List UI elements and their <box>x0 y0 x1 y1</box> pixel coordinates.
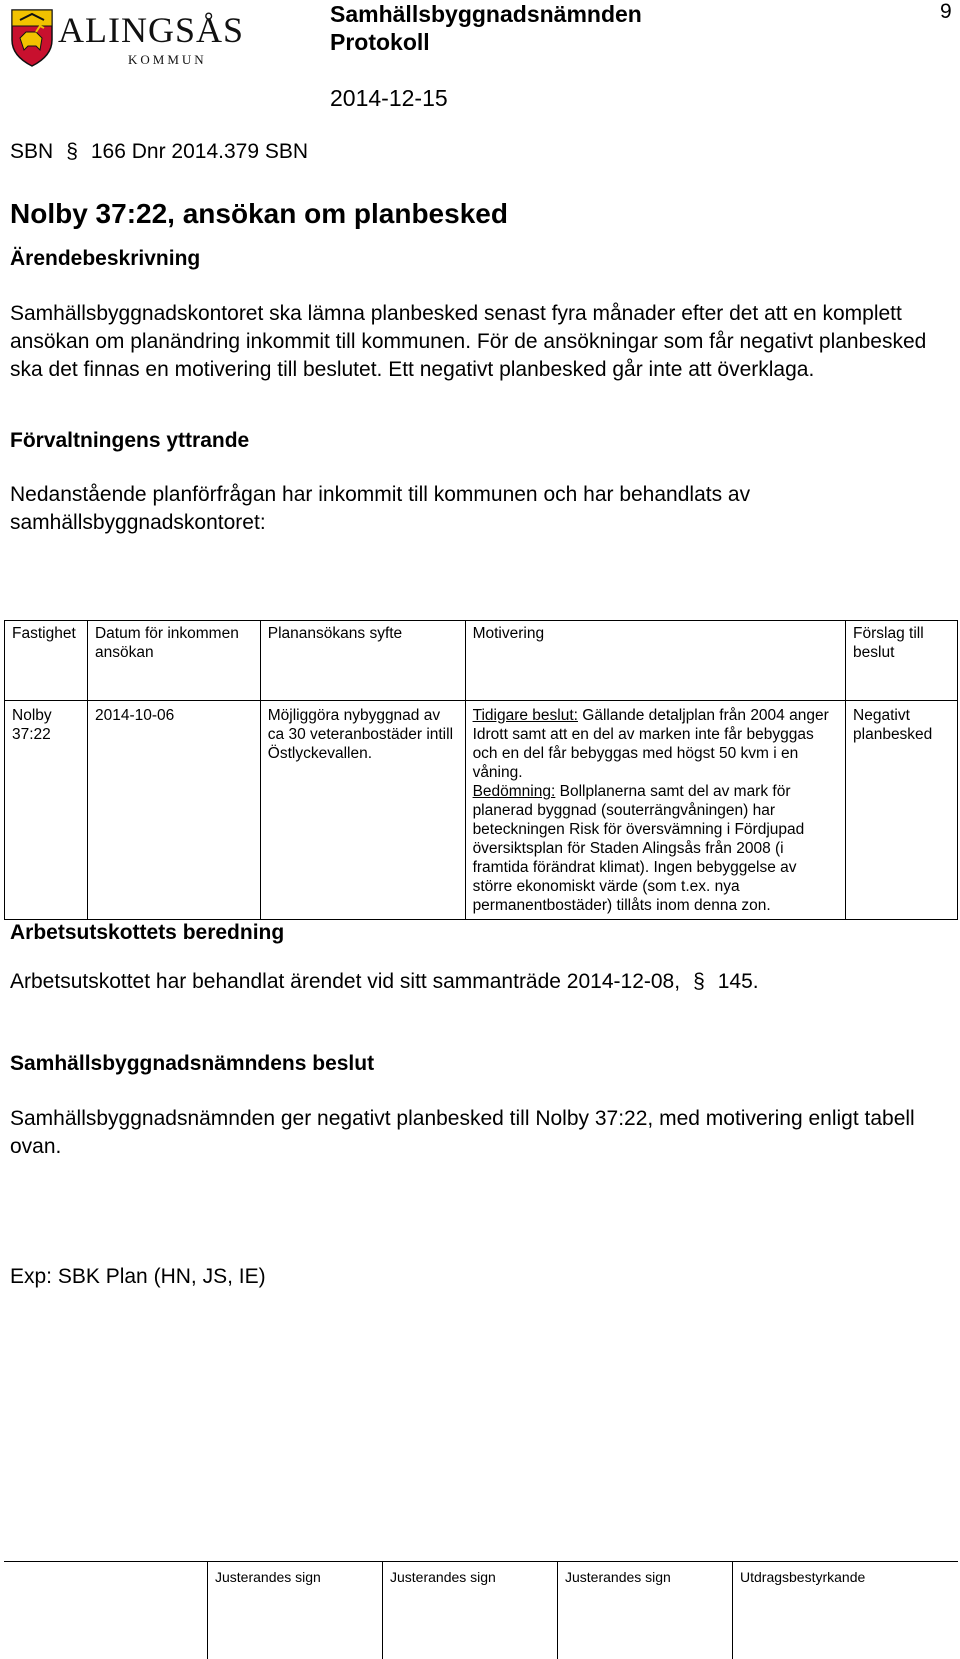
description-text: Samhällsbyggnadskontoret ska lämna planbesked senast fyra månader efter det att en komplett ansökan om planändring inkommit till kommunen. För de ansökningar som får negativt planbesked ska det finnas en motivering till beslutet. Ett negativt planbesked går inte att överklaga. <box>10 302 927 381</box>
signature-label: Justerandes sign <box>565 1569 671 1585</box>
planning-request-table <box>4 620 958 920</box>
footer-cell-divider <box>732 1561 733 1659</box>
logo-subtitle: KOMMUN <box>128 52 207 67</box>
distribution-note: Exp: SBK Plan (HN, JS, IE) <box>10 1265 266 1288</box>
page-number: 9 <box>940 0 952 23</box>
table-header-cell: Datum för inkommen ansökan <box>87 621 260 701</box>
case-ref-suffix: 166 Dnr 2014.379 SBN <box>90 140 309 163</box>
statement-heading: Förvaltningens yttrande <box>10 429 250 452</box>
case-reference <box>10 140 308 164</box>
signature-label: Justerandes sign <box>390 1569 496 1585</box>
footer-cell-divider <box>207 1561 208 1659</box>
motivation-label-assessment: Bedömning: <box>472 783 556 800</box>
description-heading: Ärendebeskrivning <box>10 247 201 270</box>
table-header-cell: Planansökans syfte <box>260 621 465 701</box>
case-title: Nolby 37:22, ansökan om planbesked <box>10 198 508 229</box>
logo-wordmark: ALINGSÅS <box>58 10 245 50</box>
case-ref-prefix: SBN <box>10 140 54 163</box>
document-type: Protokoll <box>330 29 430 55</box>
prep-text: Arbetsutskottet har behandlat ärendet vid sitt sammanträde 2014-12-08, § 145. <box>10 968 930 996</box>
cell-purpose: Möjliggöra nybyggnad av ca 30 veteranbostäder intill Östlyckevallen. <box>260 701 465 920</box>
cell-proposal: Negativt planbesked <box>846 701 958 920</box>
prep-heading: Arbetsutskottets beredning <box>10 921 285 944</box>
motivation-text-assessment: Bollplanerna samt del av mark för planerad byggnad (souterrängvåningen) har beteckningen Risk för översvämning i Fördjupad översiktsplan för Staden Alingsås från 2008 (i framtida förändrat klimat). Ingen bebyggelse av större ekonomiskt värde (som t.ex. nya permanentbostäder) tillåts inom denna zon. <box>472 783 805 914</box>
cell-date: 2014-10-06 <box>87 701 260 920</box>
committee-name: Samhällsbyggnadsnämnden <box>330 1 642 27</box>
paragraph-sign: § <box>693 970 705 993</box>
alingsas-kommun-logo <box>10 4 290 68</box>
decision-heading: Samhällsbyggnadsnämndens beslut <box>10 1052 375 1075</box>
cell-property: Nolby 37:22 <box>5 701 88 920</box>
table-header-cell: Fastighet <box>5 621 88 701</box>
footer-cell-divider <box>557 1561 558 1659</box>
certification-label: Utdragsbestyrkande <box>740 1569 866 1585</box>
table-row <box>5 701 958 920</box>
motivation-label-previous: Tidigare beslut: <box>472 707 578 724</box>
cell-motivation <box>465 701 845 920</box>
footer-divider <box>4 1561 958 1562</box>
decision-text: Samhällsbyggnadsnämnden ger negativt planbesked till Nolby 37:22, med motivering enligt tabell ovan. <box>10 1107 915 1158</box>
coat-of-arms-icon <box>12 10 52 66</box>
meeting-date: 2014-12-15 <box>330 85 448 111</box>
statement-text: Nedanstående planförfrågan har inkommit till kommunen och har behandlats av samhällsbyggnadskontoret: <box>10 483 751 534</box>
signature-label: Justerandes sign <box>215 1569 321 1585</box>
motivation-text-previous: Gällande detaljplan från 2004 anger Idrott samt att en del av marken inte får bebyggas och en del får bebyggas med högst 50 kvm i en våning. <box>472 707 829 781</box>
table-header-cell: Förslag till beslut <box>846 621 958 701</box>
footer-cell-divider <box>382 1561 383 1659</box>
table-header-cell: Motivering <box>465 621 845 701</box>
paragraph-sign: § <box>66 140 78 163</box>
table-header-row <box>5 621 958 701</box>
